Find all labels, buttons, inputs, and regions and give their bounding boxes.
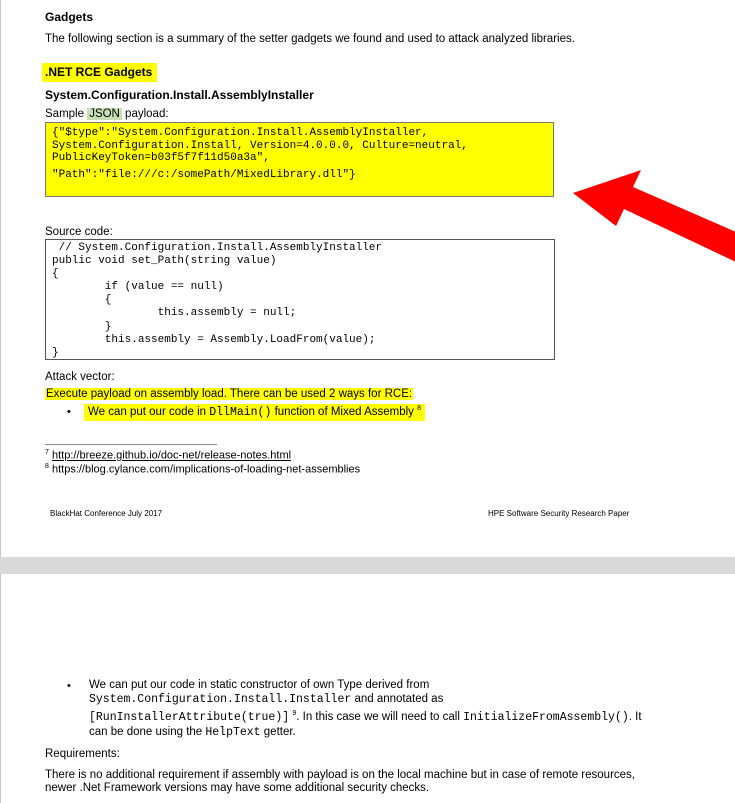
footnote-7-num: 7 <box>45 449 49 456</box>
footnote-7-link[interactable]: http://breeze.github.io/doc-net/release-notes.html <box>51 449 292 462</box>
red-arrow-icon <box>561 170 735 270</box>
page-gap <box>0 557 735 574</box>
bullet1-code: DllMain() <box>209 405 272 419</box>
bullet2-line4b: getter. <box>260 725 296 738</box>
bullet-item-static-constructor <box>89 678 642 740</box>
bullet1-suffix: function of Mixed Assembly <box>271 405 418 418</box>
bullet2-line2 <box>89 692 642 707</box>
code-line: public void set_Path(string value) <box>52 255 277 268</box>
footnote-separator <box>45 444 217 445</box>
json-payload-box <box>45 122 554 197</box>
bullet2-code1: System.Configuration.Install.Installer <box>89 693 352 706</box>
json-word-highlight: JSON <box>89 108 120 120</box>
source-code-box <box>45 239 555 360</box>
intro-paragraph: The following section is a summary of the setter gadgets we found and used to attack analyzed libraries. <box>45 33 575 45</box>
footnote-ref-8: 8 <box>417 405 422 412</box>
code-line: this.assembly = null; <box>52 307 297 320</box>
attack-description: Execute payload on assembly load. There can be used 2 ways for RCE: <box>46 388 413 400</box>
footnote-8-num: 8 <box>45 463 49 470</box>
code-line: } <box>52 320 112 333</box>
code-line: this.assembly = Assembly.LoadFrom(value); <box>52 333 376 346</box>
gadget-name: System.Configuration.Install.AssemblyInstaller <box>45 88 314 102</box>
code-line: // System.Configuration.Install.AssemblyInstaller <box>52 242 383 254</box>
sample-payload-label <box>45 108 169 120</box>
json-line: PublicKeyToken=b03f5f7f11d50a3a", <box>52 152 270 164</box>
requirements-line-2: newer .Net Framework versions may have some additional security checks. <box>45 782 430 794</box>
footer-right: HPE Software Security Research Paper <box>488 509 630 518</box>
bullet2-code2: [RunInstallerAttribute(true)] <box>89 710 290 724</box>
code-line: } <box>52 346 59 359</box>
sample-suffix: payload: <box>121 108 169 120</box>
bullet2-line3 <box>89 707 642 725</box>
bullet-dot-icon: • <box>67 680 71 692</box>
bullet2-line4 <box>89 725 642 740</box>
bullet2-code3: InitializeFromAssembly() <box>463 710 629 724</box>
sample-prefix: Sample <box>45 108 88 120</box>
net-rce-gadgets-text: .NET RCE Gadgets <box>45 65 153 79</box>
bullet2-line1: We can put our code in static constructor of own Type derived from <box>89 679 430 691</box>
json-line: "Path":"file:///c:/somePath/MixedLibrary.dll"} <box>52 168 356 181</box>
footnote-7 <box>45 449 291 462</box>
footnote-8 <box>45 463 360 476</box>
bullet2-code4: HelpText <box>205 725 261 739</box>
attack-vector-label: Attack vector: <box>45 371 115 383</box>
bullet2-line4a: can be done using the <box>89 725 206 738</box>
code-line: { <box>52 268 59 281</box>
bullet2-text3: . It <box>628 710 642 723</box>
bullet2-text2: . In this case we will need to call <box>296 710 464 723</box>
code-line: { <box>52 294 112 307</box>
bullet-dot-icon: • <box>67 406 71 418</box>
footnote-8-link[interactable]: https://blog.cylance.com/implications-of-loading-net-assemblies <box>51 463 361 476</box>
requirements-line-1: There is no additional requirement if assembly with payload is on the local machine but in case of remote resources, <box>45 769 635 781</box>
section-heading-gadgets: Gadgets <box>45 10 94 24</box>
bullet1-prefix: We can put our code in <box>88 405 210 418</box>
code-line: if (value == null) <box>52 281 224 294</box>
footnote-ref-9: 9 <box>292 710 297 717</box>
bullet2-text1: and annotated as <box>351 693 444 705</box>
json-line: {"$type":"System.Configuration.Install.AssemblyInstaller, <box>52 127 429 139</box>
bullet-item-dllmain <box>84 404 425 421</box>
source-code-label: Source code: <box>45 226 113 238</box>
document-page-2 <box>0 574 735 803</box>
net-rce-gadgets-title <box>42 63 157 82</box>
json-line: System.Configuration.Install, Version=4.0.0.0, Culture=neutral, <box>52 139 468 152</box>
requirements-label: Requirements: <box>45 748 120 760</box>
footer-left: BlackHat Conference July 2017 <box>50 509 163 518</box>
